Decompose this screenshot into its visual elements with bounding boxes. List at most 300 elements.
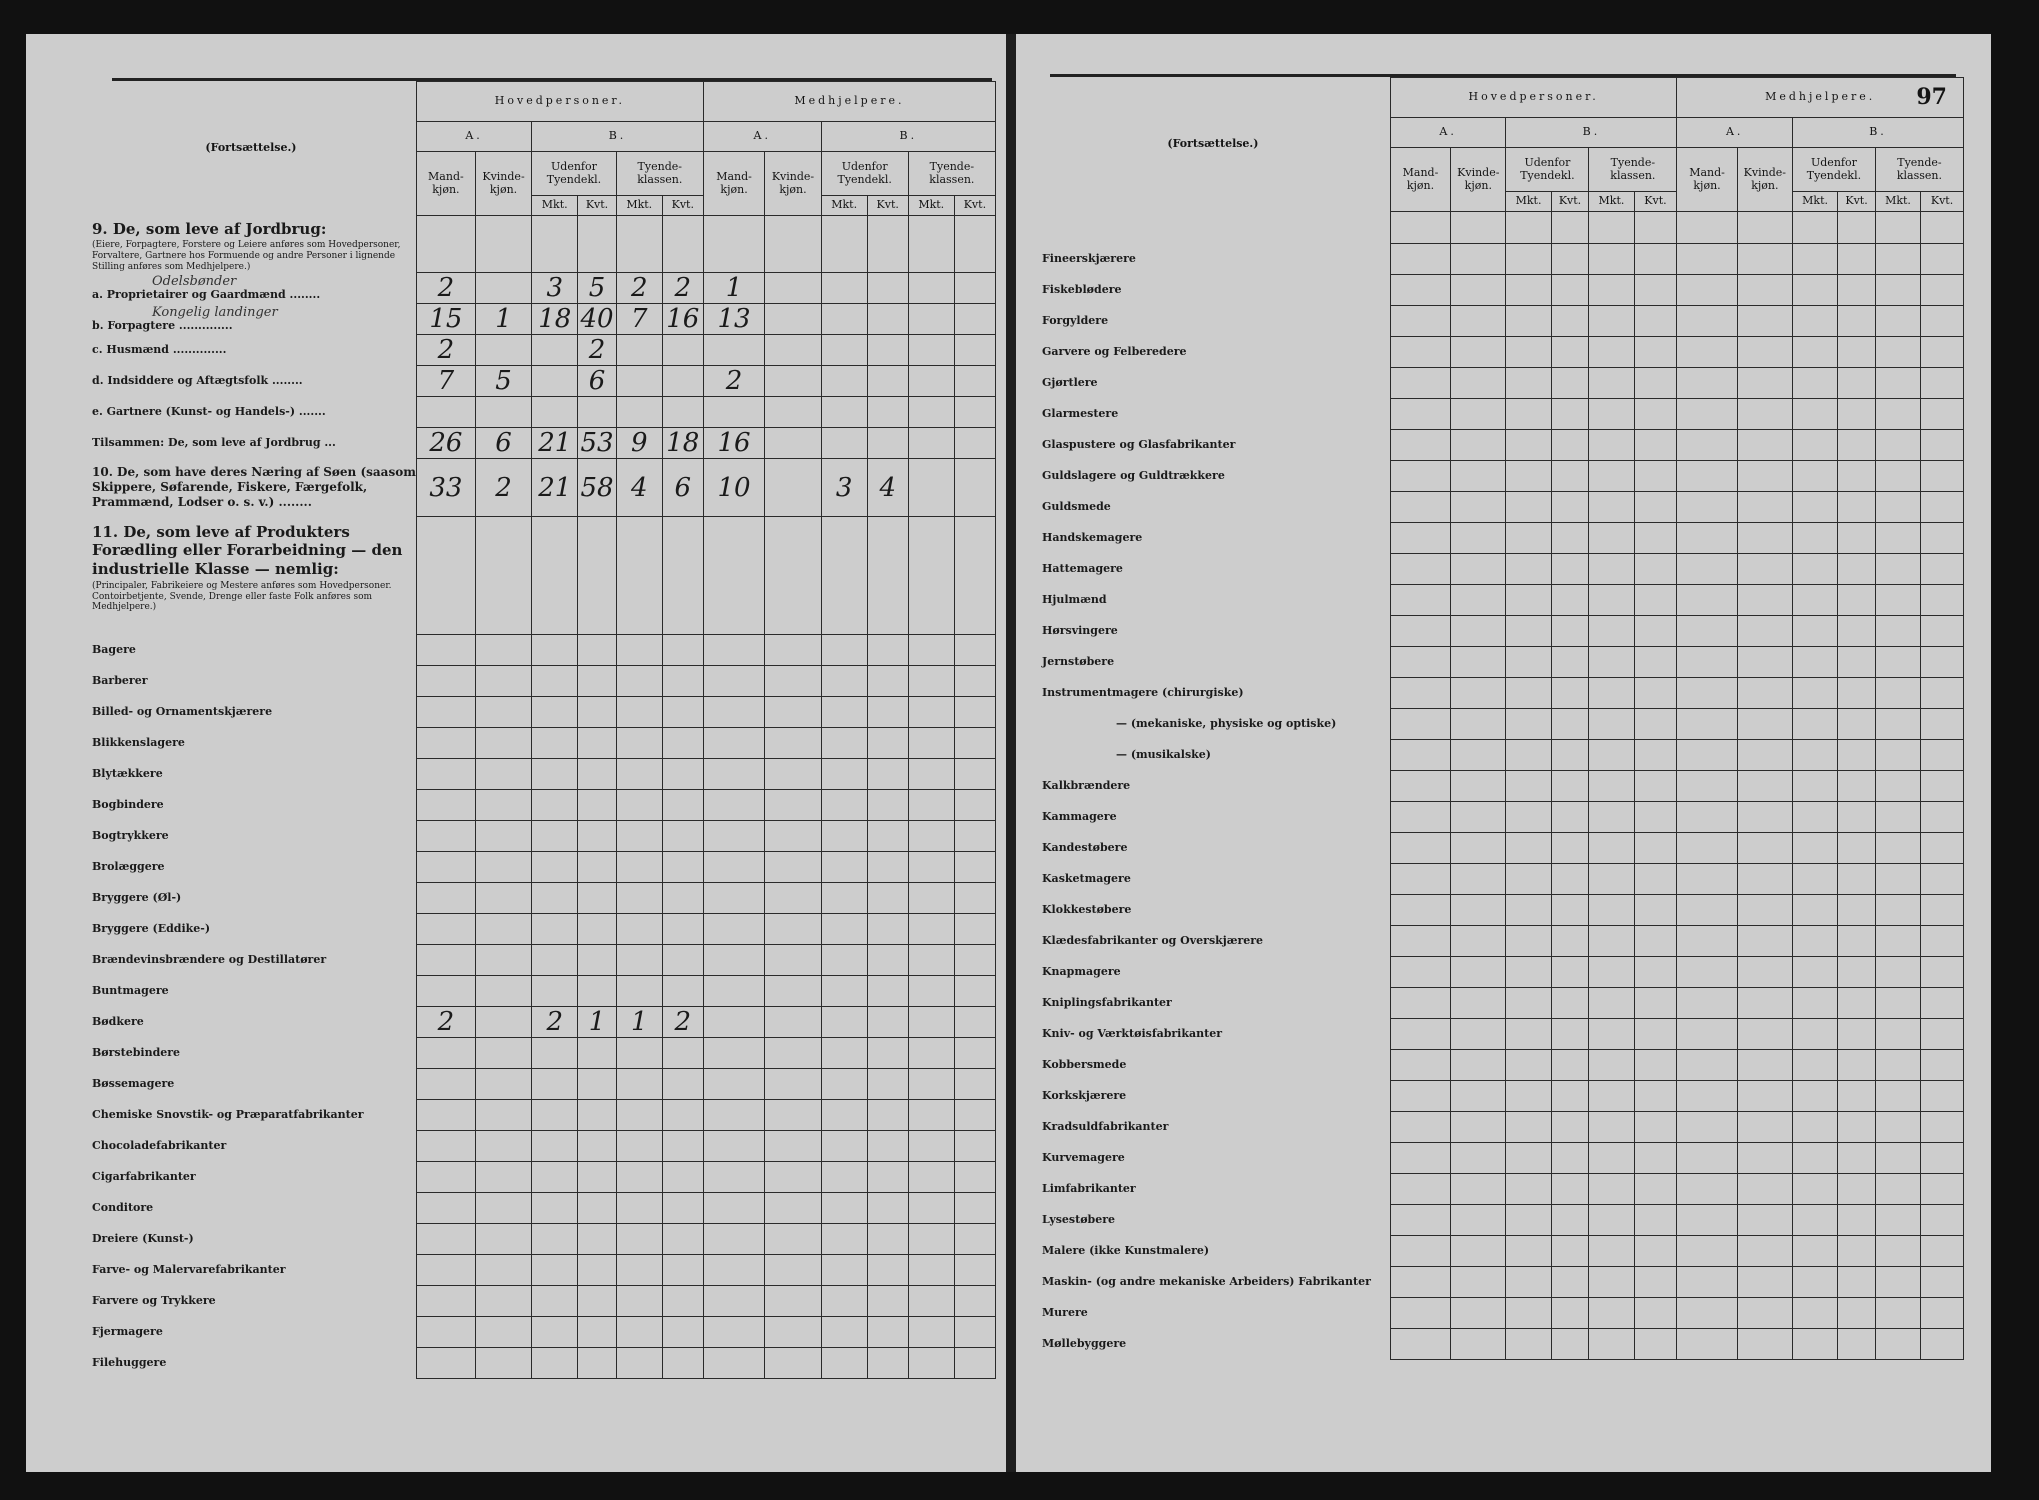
count-cell: [1875, 864, 1920, 895]
table-row: [86, 1100, 996, 1131]
row-label: Farvere og Trykkere: [86, 1286, 416, 1317]
count-cell: [1451, 802, 1506, 833]
count-cell: [475, 635, 531, 666]
count-cell: [1551, 647, 1589, 678]
count-cell: [1838, 244, 1876, 275]
count-cell: [1634, 461, 1677, 492]
count-cell: [1792, 864, 1837, 895]
count-cell: [1390, 1329, 1450, 1360]
section-9-note: (Eiere, Forpagtere, Forstere og Leiere anføres som Hovedpersoner, Forvaltere, Gartnere hos Formuende og andre Personer i lignende Stilling anføres som Medhjelpere.): [92, 240, 401, 272]
count-cell: [1451, 368, 1506, 399]
count-cell: [1737, 647, 1792, 678]
count-cell: [1390, 399, 1450, 430]
table-row: [1036, 1112, 1964, 1143]
table-row: [1036, 1174, 1964, 1205]
count-cell: [1677, 833, 1737, 864]
count-cell: [1451, 1050, 1506, 1081]
count-cell: [867, 397, 908, 428]
row-label: Kasketmagere: [1036, 864, 1390, 895]
count-cell: [532, 790, 578, 821]
count-cell: [1451, 337, 1506, 368]
table-row: [1036, 1019, 1964, 1050]
count-cell: [1506, 864, 1551, 895]
count-cell: [954, 945, 995, 976]
count-cell: [703, 945, 764, 976]
count-cell: [1551, 430, 1589, 461]
count-cell: [616, 1286, 662, 1317]
count-cell: [1551, 616, 1589, 647]
count-cell: [908, 428, 954, 459]
count-cell: [1551, 988, 1589, 1019]
count-cell: [1390, 1112, 1450, 1143]
count-cell: [532, 1100, 578, 1131]
header-hovedpersoner: Hovedpersoner.: [1390, 78, 1677, 118]
count-cell: [1390, 1174, 1450, 1205]
section-11-note: (Principaler, Fabrikeiere og Mestere anføres som Hovedpersoner. Contoirbetjente, Svende, Drenge eller faste Folk anføres som Medhjelpere.): [92, 580, 392, 613]
count-cell: [1589, 740, 1634, 771]
header-mandkjon: Mand-kjøn.: [1677, 148, 1737, 212]
count-cell: [532, 1348, 578, 1379]
count-cell: [1634, 1267, 1677, 1298]
count-cell: [908, 1100, 954, 1131]
row-label: Børstebindere: [86, 1038, 416, 1069]
count-cell: [1506, 647, 1551, 678]
row-label: Kandestøbere: [1036, 833, 1390, 864]
count-cell: [1838, 957, 1876, 988]
count-cell: [703, 976, 764, 1007]
count-cell: [1451, 492, 1506, 523]
count-cell: [867, 790, 908, 821]
count-cell: [1506, 1267, 1551, 1298]
count-cell: [416, 883, 475, 914]
row-label: Kniplingsfabrikanter: [1036, 988, 1390, 1019]
count-cell: [1737, 212, 1792, 244]
row-label: Guldslagere og Guldtrækkere: [1036, 461, 1390, 492]
header-sub-a: A.: [1390, 118, 1506, 148]
count-cell: [1506, 678, 1551, 709]
header-tyende: Tyende-klassen.: [1875, 148, 1963, 192]
count-cell: [1551, 337, 1589, 368]
count-cell: [1792, 1050, 1837, 1081]
count-cell: [765, 635, 821, 666]
count-cell: [1921, 1019, 1964, 1050]
count-cell: [1677, 275, 1737, 306]
count-cell: [1875, 1019, 1920, 1050]
count-cell: [821, 428, 867, 459]
count-cell: [1634, 1174, 1677, 1205]
count-cell: 2: [416, 1007, 475, 1038]
count-cell: [1838, 771, 1876, 802]
count-cell: [821, 635, 867, 666]
count-cell: [1875, 802, 1920, 833]
count-cell: [954, 428, 995, 459]
count-cell: 21: [532, 459, 578, 517]
count-cell: [1792, 833, 1837, 864]
row-label: Kongelig landinger b. Forpagtere ..............: [86, 304, 416, 335]
count-cell: [1390, 740, 1450, 771]
count-cell: [1921, 212, 1964, 244]
handwritten-note: Kongelig landinger: [152, 304, 278, 320]
count-cell: [1551, 1112, 1589, 1143]
count-cell: [1589, 461, 1634, 492]
count-cell: [1551, 275, 1589, 306]
count-cell: [1875, 399, 1920, 430]
count-cell: [1792, 430, 1837, 461]
count-cell: [1451, 399, 1506, 430]
count-cell: [475, 1286, 531, 1317]
count-cell: [1737, 275, 1792, 306]
count-cell: [1634, 275, 1677, 306]
count-cell: [1551, 492, 1589, 523]
count-cell: [1737, 337, 1792, 368]
count-cell: [1390, 430, 1450, 461]
row-label: Bogbindere: [86, 790, 416, 821]
count-cell: [1634, 771, 1677, 802]
row-label: Bødkere: [86, 1007, 416, 1038]
count-cell: [1921, 1050, 1964, 1081]
count-cell: [1634, 1236, 1677, 1267]
count-cell: [1551, 244, 1589, 275]
count-cell: [1551, 926, 1589, 957]
count-cell: [1737, 1298, 1792, 1329]
table-row: [86, 1255, 996, 1286]
count-cell: [1390, 1298, 1450, 1329]
count-cell: [1921, 244, 1964, 275]
count-cell: [954, 697, 995, 728]
count-cell: [1589, 306, 1634, 337]
count-cell: [1589, 709, 1634, 740]
row-label: Glaspustere og Glasfabrikanter: [1036, 430, 1390, 461]
count-cell: [1677, 368, 1737, 399]
count-cell: [1677, 1236, 1737, 1267]
count-cell: [1792, 306, 1837, 337]
count-cell: [1921, 430, 1964, 461]
count-cell: [662, 852, 703, 883]
count-cell: [1451, 1236, 1506, 1267]
count-cell: [1551, 740, 1589, 771]
count-cell: [1838, 988, 1876, 1019]
count-cell: [1506, 337, 1551, 368]
count-cell: [1551, 1298, 1589, 1329]
count-cell: [1677, 430, 1737, 461]
count-cell: [765, 428, 821, 459]
count-cell: [1737, 771, 1792, 802]
count-cell: [1634, 1298, 1677, 1329]
count-cell: [1921, 678, 1964, 709]
count-cell: [821, 304, 867, 335]
count-cell: [867, 976, 908, 1007]
count-cell: [1506, 492, 1551, 523]
row-label: Guldsmede: [1036, 492, 1390, 523]
count-cell: [954, 335, 995, 366]
count-cell: [1677, 523, 1737, 554]
row-label: — (musikalske): [1036, 740, 1390, 771]
count-cell: [1589, 802, 1634, 833]
count-cell: [1551, 678, 1589, 709]
count-cell: [532, 821, 578, 852]
count-cell: [1875, 461, 1920, 492]
count-cell: [1634, 212, 1677, 244]
count-cell: [821, 821, 867, 852]
count-cell: [1506, 926, 1551, 957]
row-label: Tilsammen: De, som leve af Jordbrug ...: [86, 428, 416, 459]
row-label: Brolæggere: [86, 852, 416, 883]
count-cell: [867, 697, 908, 728]
count-cell: [1390, 1019, 1450, 1050]
count-cell: [1506, 275, 1551, 306]
count-cell: [703, 790, 764, 821]
count-cell: [416, 1317, 475, 1348]
count-cell: [475, 1100, 531, 1131]
row-label: Murere: [1036, 1298, 1390, 1329]
header-mandkjon: Mand-kjøn.: [1390, 148, 1450, 212]
count-cell: [1634, 368, 1677, 399]
row-label: Filehuggere: [86, 1348, 416, 1379]
count-cell: [1838, 647, 1876, 678]
table-row: [86, 304, 996, 335]
count-cell: [1589, 1174, 1634, 1205]
count-cell: [1451, 1174, 1506, 1205]
count-cell: 4: [616, 459, 662, 517]
count-cell: [703, 759, 764, 790]
count-cell: [578, 945, 616, 976]
count-cell: [954, 1069, 995, 1100]
count-cell: [867, 517, 908, 635]
count-cell: [662, 697, 703, 728]
table-row: [86, 428, 996, 459]
count-cell: [662, 945, 703, 976]
count-cell: [416, 1224, 475, 1255]
count-cell: [1838, 864, 1876, 895]
count-cell: [821, 976, 867, 1007]
count-cell: [616, 666, 662, 697]
count-cell: [1838, 430, 1876, 461]
count-cell: [578, 759, 616, 790]
header-udenfor: Udenfor Tyendekl.: [1506, 148, 1589, 192]
row-label: Fiskeblødere: [1036, 275, 1390, 306]
count-cell: [954, 666, 995, 697]
header-kvt: Kvt.: [1551, 192, 1589, 212]
row-label: Korkskjærere: [1036, 1081, 1390, 1112]
count-cell: [532, 976, 578, 1007]
count-cell: [1390, 1050, 1450, 1081]
count-cell: [1506, 957, 1551, 988]
count-cell: 2: [416, 335, 475, 366]
count-cell: [1551, 1050, 1589, 1081]
table-row: [86, 1007, 996, 1038]
count-cell: [908, 304, 954, 335]
count-cell: [1875, 275, 1920, 306]
count-cell: [908, 517, 954, 635]
count-cell: 6: [662, 459, 703, 517]
count-cell: [578, 697, 616, 728]
right-page: [1016, 34, 1991, 1472]
count-cell: [532, 759, 578, 790]
count-cell: [616, 517, 662, 635]
count-cell: [1677, 771, 1737, 802]
count-cell: [475, 1038, 531, 1069]
count-cell: [1792, 1298, 1837, 1329]
count-cell: [578, 1162, 616, 1193]
count-cell: [1390, 988, 1450, 1019]
count-cell: [1677, 895, 1737, 926]
count-cell: [532, 883, 578, 914]
count-cell: [1921, 585, 1964, 616]
table-row: [1036, 399, 1964, 430]
count-cell: [908, 459, 954, 517]
count-cell: [475, 1162, 531, 1193]
count-cell: [1390, 275, 1450, 306]
count-cell: [1451, 1205, 1506, 1236]
count-cell: [821, 1007, 867, 1038]
count-cell: 2: [475, 459, 531, 517]
table-row: [86, 945, 996, 976]
row-label: Hørsvingere: [1036, 616, 1390, 647]
count-cell: [616, 728, 662, 759]
count-cell: [1677, 1143, 1737, 1174]
count-cell: [1792, 988, 1837, 1019]
row-label: Garvere og Felberedere: [1036, 337, 1390, 368]
count-cell: [1921, 926, 1964, 957]
count-cell: [616, 1193, 662, 1224]
count-cell: [1792, 399, 1837, 430]
count-cell: [954, 790, 995, 821]
count-cell: [1677, 461, 1737, 492]
count-cell: [1875, 771, 1920, 802]
count-cell: [475, 821, 531, 852]
count-cell: [1921, 368, 1964, 399]
count-cell: [1589, 1081, 1634, 1112]
count-cell: [1677, 1267, 1737, 1298]
table-row: [1036, 616, 1964, 647]
count-cell: [867, 728, 908, 759]
count-cell: [662, 883, 703, 914]
count-cell: [1506, 1050, 1551, 1081]
count-cell: [703, 1348, 764, 1379]
count-cell: [1677, 957, 1737, 988]
count-cell: [1838, 1112, 1876, 1143]
count-cell: 18: [662, 428, 703, 459]
count-cell: [1875, 1298, 1920, 1329]
table-row: [86, 635, 996, 666]
count-cell: [1451, 926, 1506, 957]
count-cell: 33: [416, 459, 475, 517]
count-cell: [1875, 1112, 1920, 1143]
count-cell: [662, 1131, 703, 1162]
count-cell: [578, 1069, 616, 1100]
count-cell: [908, 821, 954, 852]
count-cell: [1451, 771, 1506, 802]
count-cell: [1589, 1050, 1634, 1081]
count-cell: 21: [532, 428, 578, 459]
count-cell: [578, 397, 616, 428]
count-cell: [1390, 864, 1450, 895]
count-cell: [821, 945, 867, 976]
count-cell: [1390, 1236, 1450, 1267]
header-sub-b: B.: [1792, 118, 1963, 148]
count-cell: [703, 914, 764, 945]
count-cell: [1589, 554, 1634, 585]
count-cell: [416, 517, 475, 635]
table-row: [1036, 678, 1964, 709]
count-cell: [1737, 1174, 1792, 1205]
row-label: — (mekaniske, physiske og optiske): [1036, 709, 1390, 740]
count-cell: [954, 635, 995, 666]
count-cell: [416, 759, 475, 790]
count-cell: [1589, 368, 1634, 399]
count-cell: [532, 335, 578, 366]
count-cell: [616, 635, 662, 666]
count-cell: [1451, 616, 1506, 647]
count-cell: [1506, 306, 1551, 337]
count-cell: [1589, 585, 1634, 616]
count-cell: [821, 728, 867, 759]
count-cell: [1737, 1112, 1792, 1143]
row-label: Klædesfabrikanter og Overskjærere: [1036, 926, 1390, 957]
count-cell: [1506, 740, 1551, 771]
row-label: Kradsuldfabrikanter: [1036, 1112, 1390, 1143]
count-cell: [1875, 554, 1920, 585]
count-cell: [1792, 244, 1837, 275]
count-cell: [765, 1224, 821, 1255]
table-row: [1036, 368, 1964, 399]
table-row: [1036, 275, 1964, 306]
row-label: Limfabrikanter: [1036, 1174, 1390, 1205]
count-cell: [1875, 678, 1920, 709]
count-cell: [416, 1286, 475, 1317]
count-cell: 2: [532, 1007, 578, 1038]
count-cell: 58: [578, 459, 616, 517]
count-cell: [1551, 1143, 1589, 1174]
count-cell: 6: [578, 366, 616, 397]
count-cell: [475, 1193, 531, 1224]
count-cell: [1875, 306, 1920, 337]
row-label: Brændevinsbrændere og Destillatører: [86, 945, 416, 976]
count-cell: [908, 666, 954, 697]
header-tyende: Tyende-klassen.: [1589, 148, 1677, 192]
count-cell: [662, 1162, 703, 1193]
count-cell: [662, 1255, 703, 1286]
count-cell: [1875, 1174, 1920, 1205]
table-row: [1036, 1329, 1964, 1360]
count-cell: [954, 1317, 995, 1348]
count-cell: [867, 945, 908, 976]
count-cell: [1737, 554, 1792, 585]
count-cell: [1875, 585, 1920, 616]
count-cell: [1589, 337, 1634, 368]
count-cell: [1506, 1174, 1551, 1205]
count-cell: [1390, 244, 1450, 275]
count-cell: [416, 821, 475, 852]
count-cell: [662, 335, 703, 366]
header-tyende: Tyende-klassen.: [908, 152, 995, 196]
count-cell: [1921, 1329, 1964, 1360]
count-cell: [867, 1348, 908, 1379]
count-cell: [532, 914, 578, 945]
count-cell: [1875, 523, 1920, 554]
table-row: [1036, 1143, 1964, 1174]
count-cell: [662, 366, 703, 397]
count-cell: [1634, 399, 1677, 430]
count-cell: [532, 517, 578, 635]
table-row: [86, 976, 996, 1007]
count-cell: [1677, 616, 1737, 647]
table-row: [86, 335, 996, 366]
count-cell: [1677, 1019, 1737, 1050]
table-row: [86, 273, 996, 304]
count-cell: [1589, 616, 1634, 647]
row-label: Conditore: [86, 1193, 416, 1224]
